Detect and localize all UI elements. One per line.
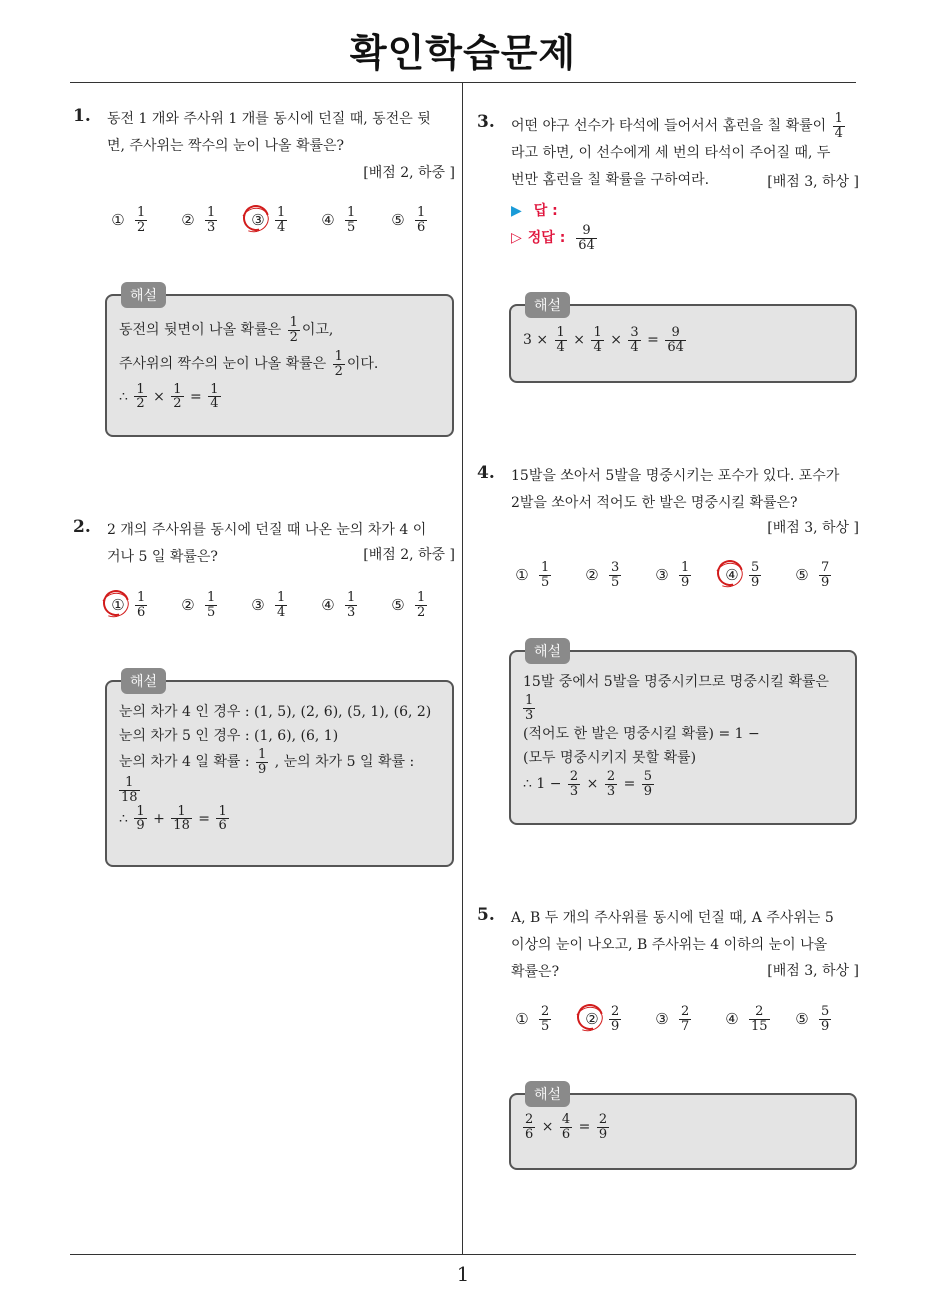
points-label: [배점 3, 하상 ] — [767, 963, 859, 979]
choice-1[interactable]: ① $\frac{1}{2}$ — [111, 205, 146, 235]
answer-choices — [513, 1005, 863, 1033]
correct-answer-row: ▷ 정답 : $\frac{9}{64}$ — [511, 223, 595, 253]
question-number: 1. — [73, 106, 91, 126]
choice-5[interactable]: ⑤ $\frac{5}{9}$ — [795, 1004, 830, 1034]
choice-3[interactable]: ③ $\frac{1}{4}$ — [249, 206, 319, 234]
question-text: A, B 두 개의 주사위를 동시에 던질 때, A 주사위는 5 이상의 눈이 나오고, B 주사위는 4 이하의 눈이 나올 확률은? — [511, 910, 834, 980]
question-text: 어떤 야구 선수가 타석에 들어서서 홈런을 칠 확률이 $\frac{1}{4}$ 라고 하면, 이 선수에게 세 번의 타석이 주어질 때, 두 번만 홈런을 칠 확률을 구하여라. — [511, 111, 843, 189]
explanation-label: 해설 — [121, 668, 166, 694]
red-circle-mark-icon — [98, 589, 133, 621]
explanation-label: 해설 — [525, 292, 570, 318]
choice-3[interactable]: ③ $\frac{1}{4}$ — [251, 590, 286, 620]
choice-5[interactable]: ⑤ $\frac{1}{6}$ — [391, 205, 426, 235]
choice-1[interactable]: ① $\frac{2}{5}$ — [515, 1004, 550, 1034]
choice-5[interactable]: ⑤ $\frac{1}{2}$ — [391, 590, 426, 620]
explanation-box-4 — [509, 644, 857, 825]
explanation-body: 동전의 뒷면이 나올 확률은 $\frac{1}{2}$ 이고, 주사위의 짝수의 눈이 나올 확률은 $\frac{1}{2}$ 이다. ∴ $\frac{1}{2}$ × $\frac{1}{2}$ = $\frac{1}{4}$ — [119, 315, 379, 412]
choice-3[interactable]: ③ $\frac{2}{7}$ — [655, 1004, 690, 1034]
choice-1[interactable]: ① $\frac{1}{5}$ — [515, 560, 550, 590]
footer-rule — [70, 1254, 856, 1255]
choice-4[interactable]: ④ $\frac{2}{15}$ — [725, 1004, 768, 1034]
question-3 — [477, 112, 859, 262]
choice-2[interactable]: ② $\frac{1}{5}$ — [181, 590, 216, 620]
points-label: [배점 2, 하중 ] — [363, 547, 455, 563]
question-text: 동전 1 개와 주사위 1 개를 동시에 던질 때, 동전은 뒷 면, 주사위는 짝수의 눈이 나올 확률은? — [107, 111, 431, 154]
column-divider — [462, 83, 463, 1254]
choice-1[interactable]: ① $\frac{1}{6}$ — [109, 591, 179, 619]
choice-4[interactable]: ④ $\frac{1}{3}$ — [321, 590, 356, 620]
question-2 — [73, 517, 455, 657]
points-label: [배점 3, 하상 ] — [767, 520, 859, 536]
choice-3[interactable]: ③ $\frac{1}{9}$ — [655, 560, 690, 590]
play-triangle-icon: ▶ — [511, 203, 522, 219]
points-label: [배점 3, 하상 ] — [767, 174, 859, 190]
explanation-body: 15발 중에서 5발을 명중시키므로 명중시킬 확률은 $\frac{1}{3}$ (적어도 한 발은 명중시킬 확률) = 1 − (모두 명중시키지 못할 확률) ∴ 1 − $\frac{2}{3}$ × $\frac{2}{3}$ = $\frac{5}{9}$ — [523, 674, 829, 799]
choice-4[interactable]: ④ $\frac{5}{9}$ — [723, 561, 793, 589]
choice-5[interactable]: ⑤ $\frac{7}{9}$ — [795, 560, 830, 590]
answer-choices — [109, 206, 459, 234]
question-text: 2 개의 주사위를 동시에 던질 때 나온 눈의 차가 4 이 거나 5 일 확률은? — [107, 522, 427, 565]
choice-2[interactable]: ② $\frac{3}{5}$ — [585, 560, 620, 590]
points-label: [배점 2, 하중 ] — [363, 165, 455, 181]
explanation-label: 해설 — [525, 638, 570, 664]
page-number: 1 — [456, 1262, 470, 1286]
choice-4[interactable]: ④ $\frac{1}{5}$ — [321, 205, 356, 235]
question-5 — [477, 905, 859, 1055]
explanation-box-2 — [105, 674, 454, 867]
explanation-box-3 — [509, 298, 857, 383]
question-number: 5. — [477, 905, 495, 925]
explanation-box-5 — [509, 1087, 857, 1170]
page-title: 확인학습문제 — [349, 31, 577, 75]
explanation-label: 해설 — [121, 282, 166, 308]
explanation-box-1 — [105, 288, 454, 437]
answer-choices — [109, 591, 459, 619]
answer-choices — [513, 561, 863, 589]
question-number: 2. — [73, 517, 91, 537]
choice-2[interactable]: ② $\frac{1}{3}$ — [181, 205, 216, 235]
explanation-label: 해설 — [525, 1081, 570, 1107]
question-text: 15발을 쏘아서 5발을 명중시키는 포수가 있다. 포수가 2발을 쏘아서 적어도 한 발은 명중시킬 확률은? — [511, 468, 840, 511]
header-rule — [70, 82, 856, 83]
explanation-body: $\frac{2}{6}$ × $\frac{4}{6}$ = $\frac{2}{9}$ — [525, 1112, 608, 1142]
answer-row: ▶ 답 : — [511, 203, 558, 219]
question-4 — [477, 463, 859, 603]
question-number: 4. — [477, 463, 495, 483]
question-number: 3. — [477, 112, 495, 132]
explanation-body: 눈의 차가 4 인 경우 : (1, 5), (2, 6), (5, 1), (6, 2) 눈의 차가 5 인 경우 : (1, 6), (6, 1) 눈의 차가 4 일 확률 : $\frac{1}{9}$ , 눈의 차가 5 일 확률 : $\frac{1}{18}$ ∴ $\frac{1}{9}$ + $\frac{1}{18}$ = $\frac{1}{6}$ — [119, 704, 432, 834]
outline-triangle-icon: ▷ — [511, 230, 522, 247]
explanation-body: 3 × $\frac{1}{4}$ × $\frac{1}{4}$ × $\frac{3}{4}$ = $\frac{9}{64}$ — [523, 325, 684, 355]
choice-2[interactable]: ② $\frac{2}{9}$ — [583, 1005, 653, 1033]
